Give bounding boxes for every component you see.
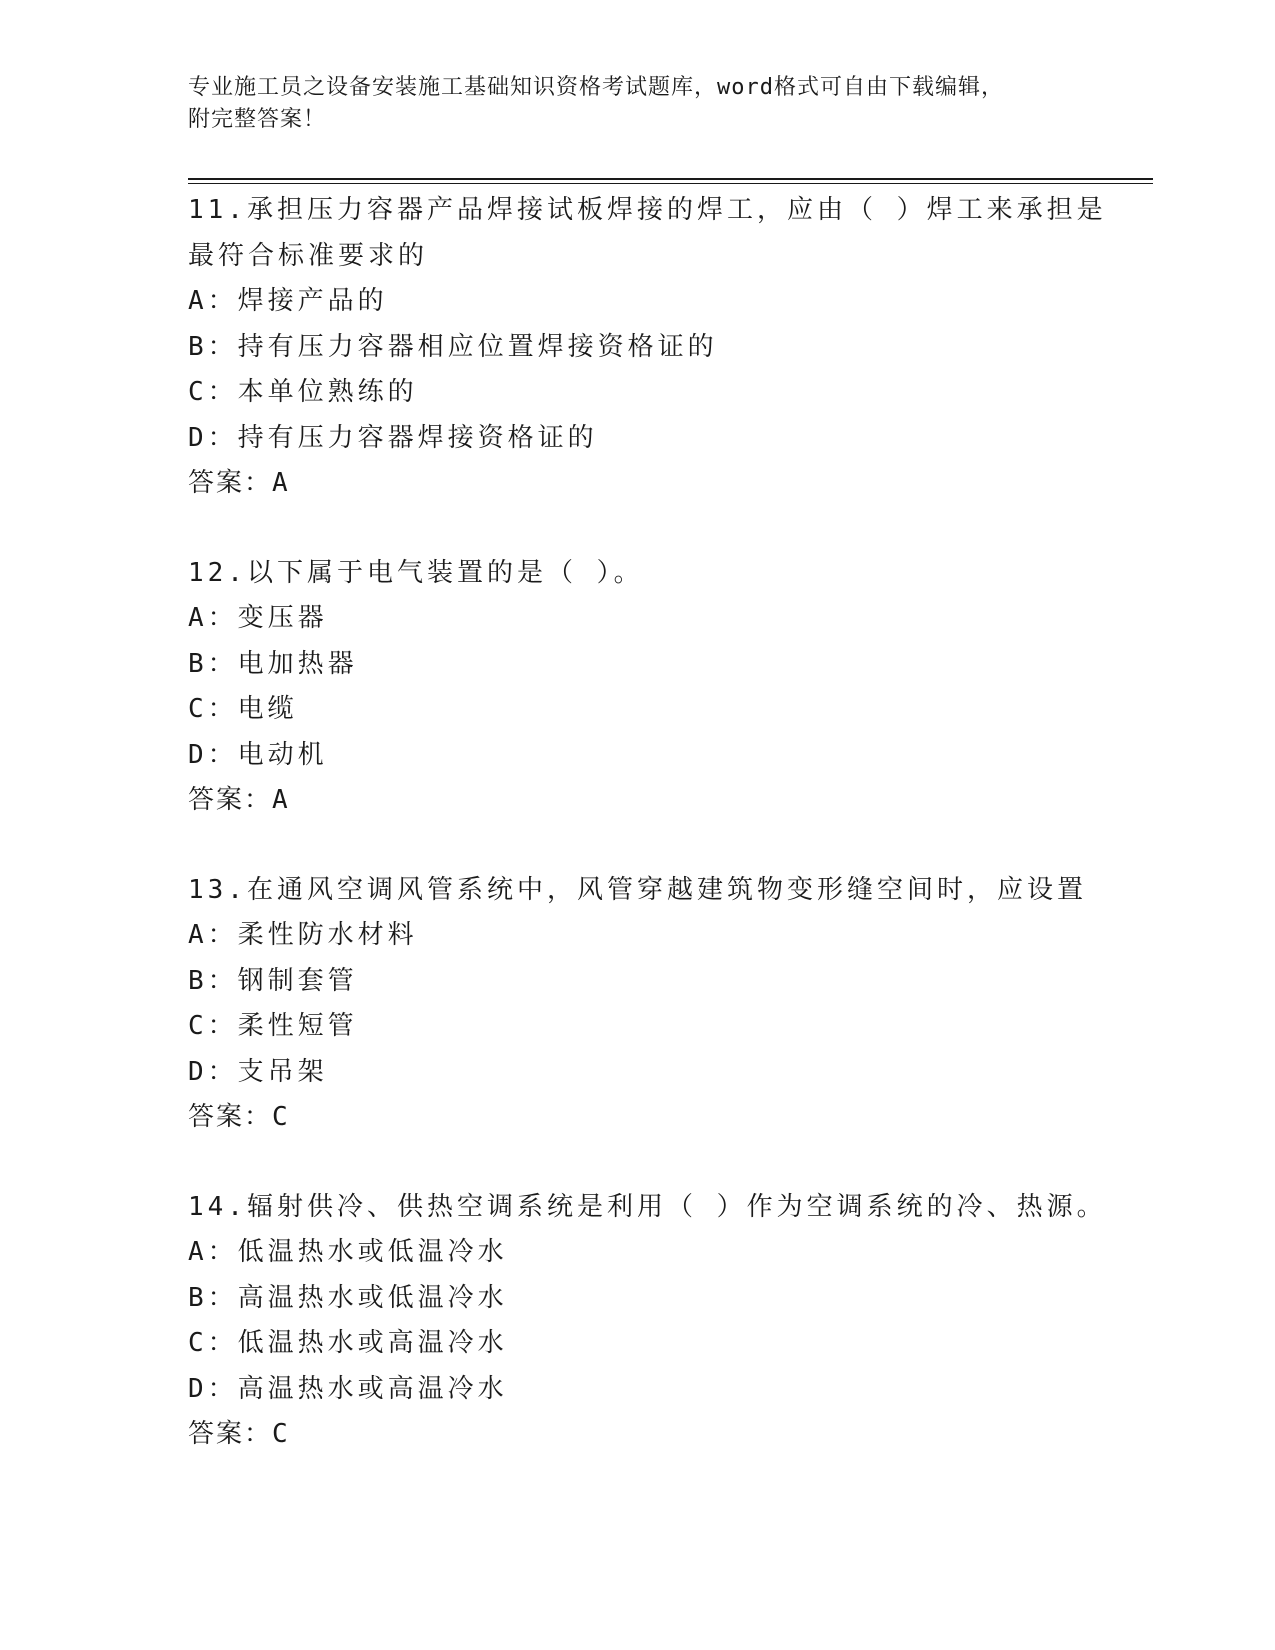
option-d: D：电动机: [188, 739, 328, 770]
option-a: A：低温热水或低温冷水: [188, 1237, 508, 1267]
question-stem-line: 13.在通风空调风管系统中，风管穿越建筑物变形缝空间时，应设置: [188, 874, 1087, 905]
question-stem-line: 最符合标准要求的: [188, 240, 429, 271]
question-stem: [188, 551, 1128, 597]
option-a: A：焊接产品的: [188, 286, 388, 316]
answer-label: 答案：: [188, 1102, 273, 1132]
option-c: C：本单位熟练的: [188, 377, 418, 407]
answer-value: C: [272, 1419, 290, 1449]
answer-line: [188, 778, 1128, 824]
question-stem-line: 12.以下属于电气装置的是（ ）。: [188, 557, 644, 588]
question-stem: [188, 868, 1128, 914]
option-d: D：持有压力容器焊接资格证的: [188, 422, 598, 453]
option-d: D：高温热水或高温冷水: [188, 1373, 508, 1404]
answer-label: 答案：: [188, 785, 273, 815]
answer-line: [188, 461, 1128, 507]
answer-value: A: [272, 468, 290, 498]
option-c: C：电缆: [188, 694, 298, 724]
answer-label: 答案：: [188, 1419, 273, 1449]
option-d: D：支吊架: [188, 1056, 328, 1087]
header-line-2: 附完整答案！: [188, 107, 327, 132]
document-header: [188, 72, 1088, 136]
option-b: B：电加热器: [188, 648, 358, 679]
question-12: [188, 551, 1128, 824]
option-b: B：持有压力容器相应位置焊接资格证的: [188, 331, 718, 362]
option-c: C：柔性短管: [188, 1011, 358, 1041]
option-b: B：高温热水或低温冷水: [188, 1282, 508, 1313]
option-a: A：变压器: [188, 603, 328, 633]
answer-value: C: [272, 1102, 290, 1132]
header-divider-thin: [188, 183, 1153, 184]
question-list: [188, 188, 1128, 1502]
answer-line: [188, 1095, 1128, 1141]
question-14: [188, 1185, 1128, 1458]
option-b: B：钢制套管: [188, 965, 358, 996]
answer-line: [188, 1412, 1128, 1458]
question-stem: [188, 188, 1128, 279]
question-11: [188, 188, 1128, 507]
option-a: A：柔性防水材料: [188, 920, 418, 950]
question-stem-line: 11.承担压力容器产品焊接试板焊接的焊工，应由（ ）焊工来承担是: [188, 195, 1107, 225]
option-c: C：低温热水或高温冷水: [188, 1328, 508, 1358]
question-stem-line: 14.辐射供冷、供热空调系统是利用（ ）作为空调系统的冷、热源。: [188, 1191, 1107, 1222]
question-13: [188, 868, 1128, 1141]
header-divider-thick: [188, 178, 1153, 180]
answer-label: 答案：: [188, 468, 273, 498]
answer-value: A: [272, 785, 290, 815]
question-stem: [188, 1185, 1128, 1231]
header-line-1: 专业施工员之设备安装施工基础知识资格考试题库，word格式可自由下载编辑，: [188, 75, 1004, 100]
